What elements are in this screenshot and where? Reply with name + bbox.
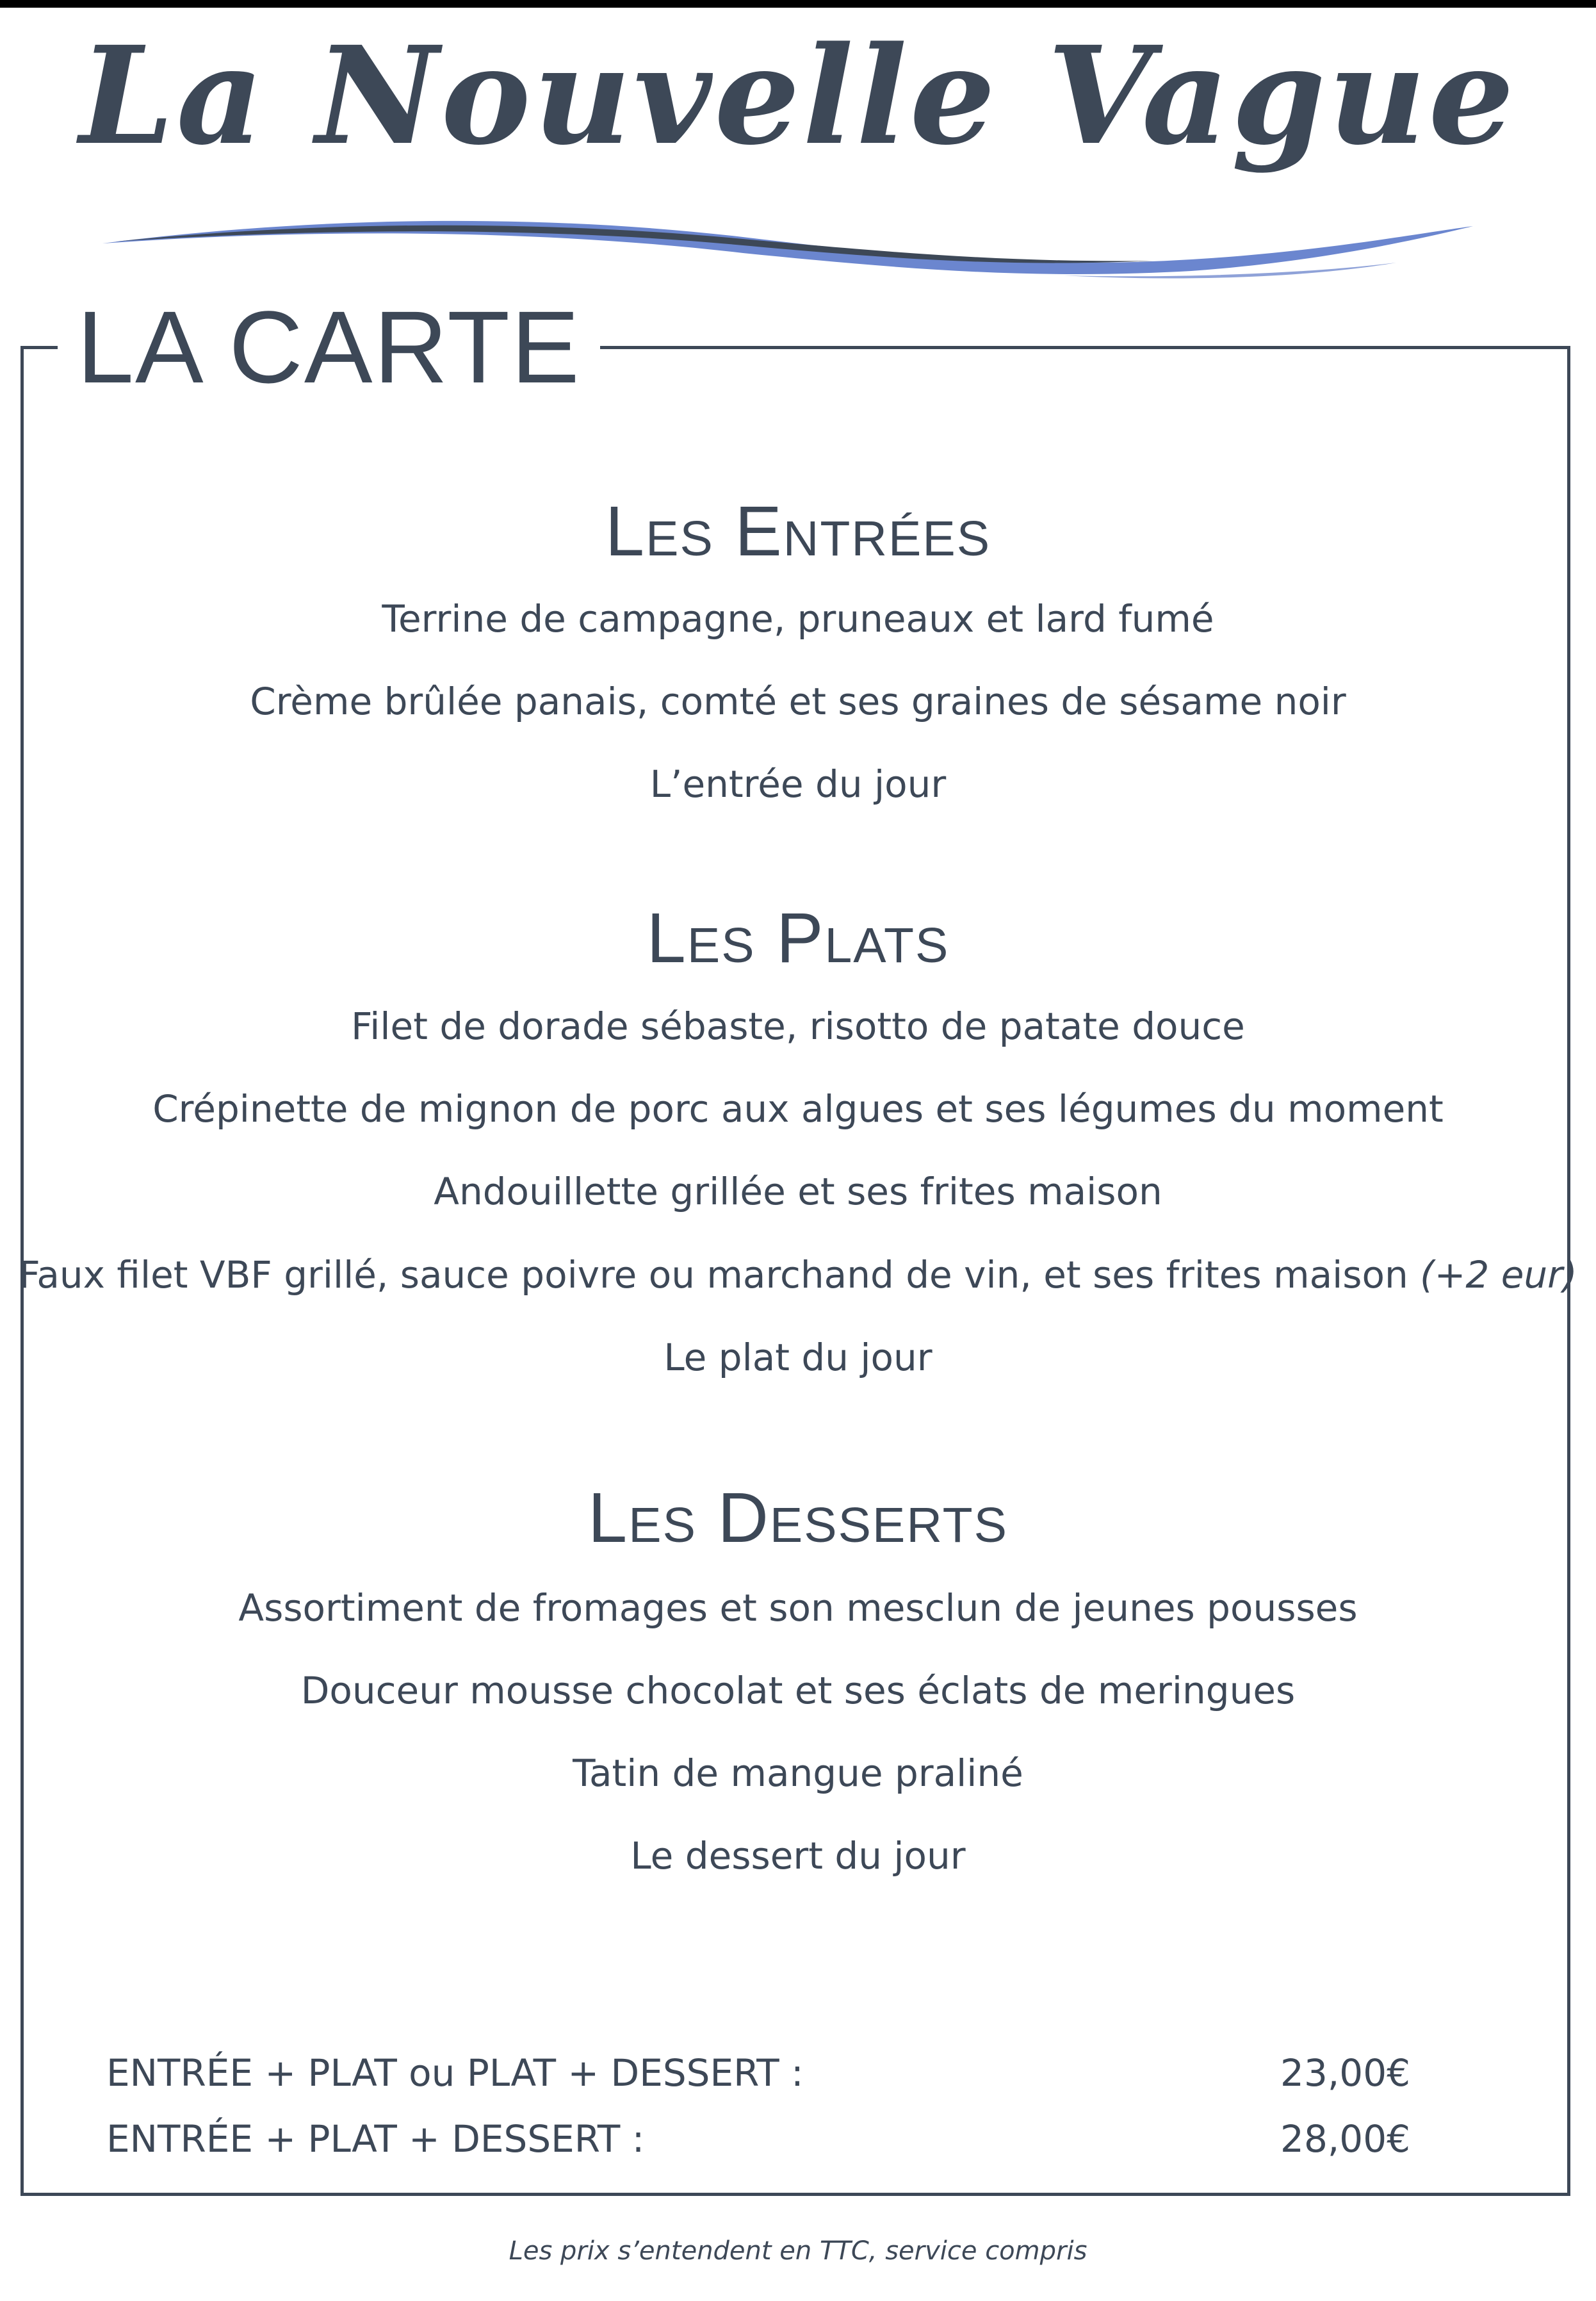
section-heading-entrees: Les Entrées — [605, 492, 991, 571]
dish-item-with-supplement — [0, 1249, 1596, 1300]
dish-item: Andouillette grillée et ses frites maison — [434, 1170, 1162, 1213]
footer-note: Les prix s’entendent en TTC, service compris — [509, 2236, 1087, 2266]
section-heading-desserts: Les Desserts — [588, 1478, 1008, 1557]
formula-label: ENTRÉE + PLAT + DESSERT : — [106, 2117, 645, 2161]
dish-item: Assortiment de fromages et son mesclun de jeunes pousses — [238, 1586, 1358, 1630]
dish-item: Terrine de campagne, pruneaux et lard fumé — [382, 597, 1214, 641]
formula-label: ENTRÉE + PLAT ou PLAT + DESSERT : — [106, 2051, 804, 2095]
dish-item: Le dessert du jour — [630, 1834, 966, 1878]
dish-item-text: Faux filet VBF grillé, sauce poivre ou marchand de vin, et ses frites maison — [19, 1253, 1408, 1297]
dish-item: L’entrée du jour — [649, 762, 947, 806]
top-border — [0, 0, 1596, 8]
restaurant-name: La Nouvelle Vague — [79, 17, 1517, 175]
formula-price: 28,00€ — [1280, 2117, 1410, 2161]
supplement-note: (+2 eur) — [1420, 1253, 1577, 1297]
dish-item: Crème brûlée panais, comté et ses graines de sésame noir — [250, 680, 1346, 723]
dish-item: Douceur mousse chocolat et ses éclats de meringues — [300, 1669, 1296, 1712]
formula-price: 23,00€ — [1280, 2051, 1410, 2095]
dish-item: Filet de dorade sébaste, risotto de patate douce — [351, 1004, 1245, 1048]
wave-decoration — [102, 208, 1473, 291]
section-heading-plats: Les Plats — [646, 899, 950, 978]
dish-item: Tatin de mangue praliné — [573, 1751, 1023, 1795]
dish-item: Le plat du jour — [664, 1336, 932, 1379]
card-title: LA CARTE — [58, 283, 600, 411]
dish-item: Crépinette de mignon de porc aux algues et ses légumes du moment — [152, 1087, 1444, 1131]
